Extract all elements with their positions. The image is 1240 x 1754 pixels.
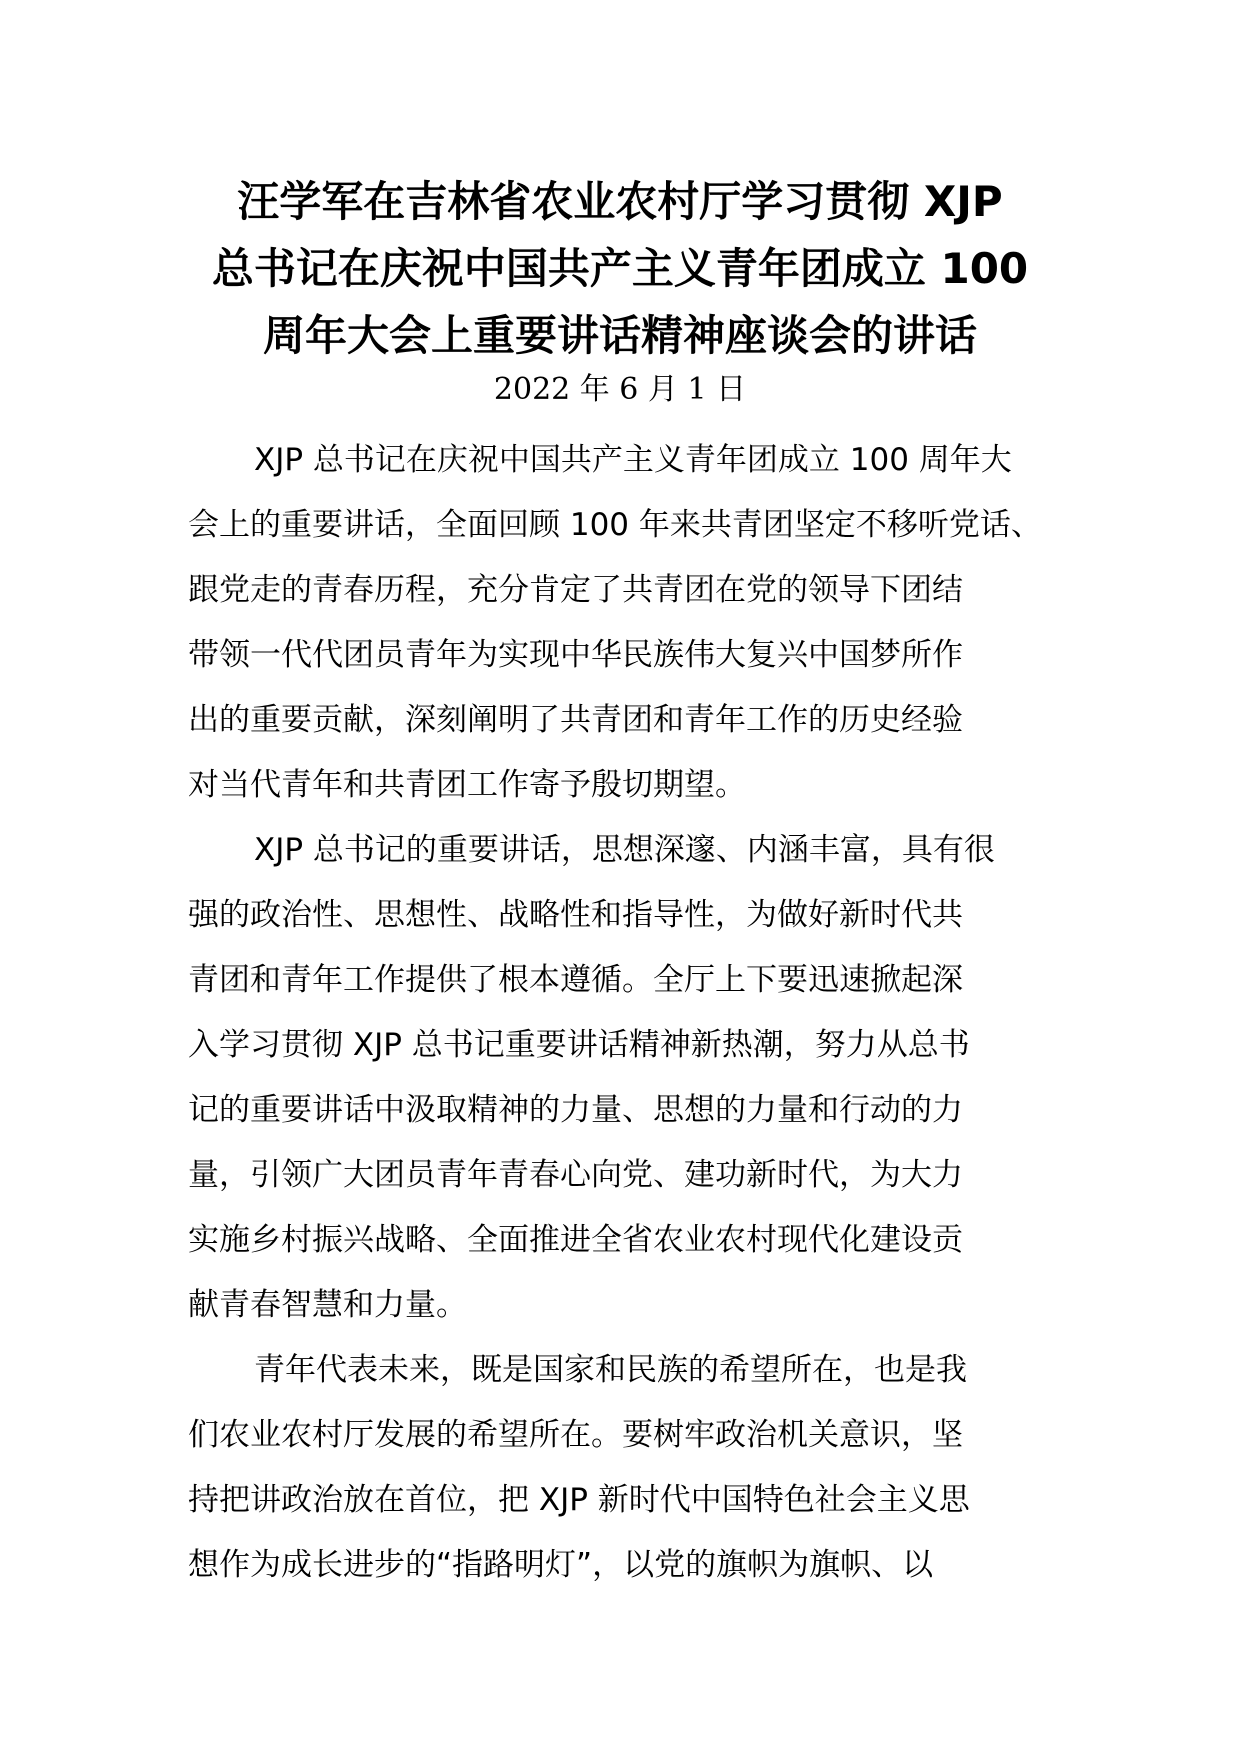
document-title bbox=[150, 168, 1090, 369]
title-line: 总书记在庆祝中国共产主义青年团成立 100 bbox=[211, 244, 1029, 293]
paragraph-2 bbox=[188, 818, 1068, 1338]
document-body bbox=[188, 428, 1068, 1598]
paragraph-3 bbox=[188, 1338, 1068, 1598]
text-line: 实施乡村振兴战略、全面推进全省农业农村现代化建设贡 bbox=[188, 1222, 963, 1258]
text-line: 入学习贯彻 XJP 总书记重要讲话精神新热潮，努力从总书 bbox=[188, 1027, 970, 1063]
text-line: 跟党走的青春历程，充分肯定了共青团在党的领导下团结 bbox=[188, 572, 963, 608]
text-line: 持把讲政治放在首位，把 XJP 新时代中国特色社会主义思 bbox=[188, 1482, 970, 1518]
text-line: 会上的重要讲话，全面回顾 100 年来共青团坚定不移听党话、 bbox=[188, 507, 1042, 543]
text-line: 们农业农村厅发展的希望所在。要树牢政治机关意识，坚 bbox=[188, 1417, 963, 1453]
title-line: 周年大会上重要讲话精神座谈会的讲话 bbox=[262, 311, 977, 360]
text-line: 出的重要贡献，深刻阐明了共青团和青年工作的历史经验 bbox=[188, 702, 963, 738]
title-line: 汪学军在吉林省农业农村厅学习贯彻 XJP bbox=[237, 177, 1003, 226]
document-date: 2022 年 6 月 1 日 bbox=[493, 372, 747, 407]
text-line: 带领一代代团员青年为实现中华民族伟大复兴中国梦所作 bbox=[188, 637, 963, 673]
text-line: 对当代青年和共青团工作寄予殷切期望。 bbox=[188, 767, 746, 803]
paragraph-1 bbox=[188, 428, 1068, 818]
text-line: XJP 总书记在庆祝中国共产主义青年团成立 100 周年大 bbox=[254, 442, 1012, 478]
text-line: 青团和青年工作提供了根本遵循。全厅上下要迅速掀起深 bbox=[188, 962, 963, 998]
text-line: 想作为成长进步的“指路明灯”，以党的旗帜为旗帜、以 bbox=[188, 1547, 934, 1583]
text-line: 献青春智慧和力量。 bbox=[188, 1287, 467, 1323]
text-line: XJP 总书记的重要讲话，思想深邃、内涵丰富，具有很 bbox=[254, 832, 995, 868]
text-line: 青年代表未来，既是国家和民族的希望所在，也是我 bbox=[254, 1352, 967, 1388]
text-line: 量，引领广大团员青年青春心向党、建功新时代，为大力 bbox=[188, 1157, 963, 1193]
text-line: 强的政治性、思想性、战略性和指导性，为做好新时代共 bbox=[188, 897, 963, 933]
text-line: 记的重要讲话中汲取精神的力量、思想的力量和行动的力 bbox=[188, 1092, 963, 1128]
